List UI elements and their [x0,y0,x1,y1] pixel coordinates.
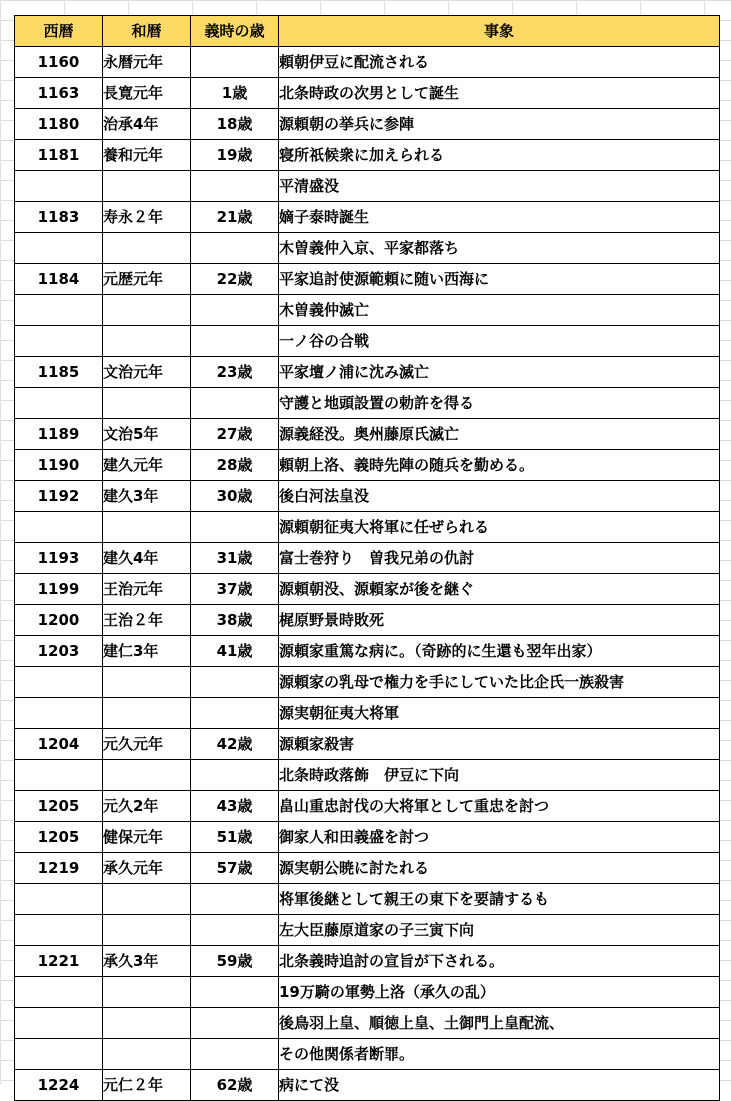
cell-yoshitoki-age[interactable]: 22歳 [191,264,279,295]
cell-event[interactable]: 頼朝上洛、義時先陣の随兵を勤める。 [279,450,720,481]
cell-yoshitoki-age[interactable] [191,760,279,791]
cell-western-year[interactable] [15,295,103,326]
cell-western-year[interactable] [15,1008,103,1039]
cell-event[interactable]: 源頼朝没、源頼家が後を継ぐ [279,574,720,605]
cell-japanese-era[interactable] [103,388,191,419]
cell-japanese-era[interactable]: 建久3年 [103,481,191,512]
cell-event[interactable]: 頼朝伊豆に配流される [279,47,720,78]
cell-japanese-era[interactable]: 治承4年 [103,109,191,140]
table-row [15,202,720,233]
cell-event[interactable]: 左大臣藤原道家の子三寅下向 [279,915,720,946]
cell-western-year[interactable]: 1190 [15,450,103,481]
cell-yoshitoki-age[interactable]: 57歳 [191,853,279,884]
cell-event[interactable]: 守護と地頭設置の勅許を得る [279,388,720,419]
cell-event[interactable]: 病にて没 [279,1070,720,1101]
cell-event[interactable]: 19万騎の軍勢上洛（承久の乱） [279,977,720,1008]
cell-western-year[interactable]: 1224 [15,1070,103,1101]
cell-event[interactable]: 源頼家重篤な病に。（奇跡的に生還も翌年出家） [279,636,720,667]
cell-yoshitoki-age[interactable]: 62歳 [191,1070,279,1101]
cell-yoshitoki-age[interactable] [191,977,279,1008]
cell-western-year[interactable]: 1204 [15,729,103,760]
cell-japanese-era[interactable]: 元歴元年 [103,264,191,295]
table-row [15,171,720,202]
cell-yoshitoki-age[interactable]: 28歳 [191,450,279,481]
cell-japanese-era[interactable]: 健保元年 [103,822,191,853]
cell-yoshitoki-age[interactable] [191,915,279,946]
cell-western-year[interactable]: 1200 [15,605,103,636]
table-row [15,264,720,295]
cell-japanese-era[interactable]: 永暦元年 [103,47,191,78]
cell-japanese-era[interactable] [103,977,191,1008]
cell-japanese-era[interactable]: 元仁２年 [103,1070,191,1101]
table-row [15,760,720,791]
cell-event[interactable]: 源実朝公暁に討たれる [279,853,720,884]
cell-event[interactable]: 畠山重忠討伐の大将軍として重忠を討つ [279,791,720,822]
cell-yoshitoki-age[interactable]: 59歳 [191,946,279,977]
cell-japanese-era[interactable]: 王治２年 [103,605,191,636]
cell-western-year[interactable] [15,326,103,357]
cell-event[interactable]: 後鳥羽上皇、順徳上皇、土御門上皇配流、 [279,1008,720,1039]
cell-western-year[interactable]: 1184 [15,264,103,295]
cell-japanese-era[interactable] [103,295,191,326]
cell-western-year[interactable]: 1180 [15,109,103,140]
table-row [15,47,720,78]
cell-yoshitoki-age[interactable]: 1歳 [191,78,279,109]
cell-western-year[interactable]: 1160 [15,47,103,78]
table-row [15,667,720,698]
table-row [15,233,720,264]
cell-yoshitoki-age[interactable] [191,1039,279,1070]
cell-yoshitoki-age[interactable] [191,388,279,419]
cell-japanese-era[interactable]: 建久4年 [103,543,191,574]
table-row [15,419,720,450]
table-row [15,636,720,667]
cell-western-year[interactable] [15,760,103,791]
cell-japanese-era[interactable]: 承久3年 [103,946,191,977]
cell-event[interactable]: 源義経没。奥州藤原氏滅亡 [279,419,720,450]
cell-yoshitoki-age[interactable]: 38歳 [191,605,279,636]
cell-event[interactable]: 木曽義仲入京、平家都落ち [279,233,720,264]
cell-yoshitoki-age[interactable]: 41歳 [191,636,279,667]
cell-western-year[interactable] [15,667,103,698]
table-row [15,357,720,388]
cell-western-year[interactable]: 1205 [15,791,103,822]
cell-western-year[interactable]: 1199 [15,574,103,605]
cell-japanese-era[interactable]: 文治元年 [103,357,191,388]
cell-western-year[interactable] [15,171,103,202]
cell-event[interactable]: 源頼家殺害 [279,729,720,760]
cell-japanese-era[interactable] [103,326,191,357]
cell-western-year[interactable]: 1185 [15,357,103,388]
cell-western-year[interactable] [15,884,103,915]
cell-japanese-era[interactable] [103,884,191,915]
cell-japanese-era[interactable] [103,512,191,543]
cell-western-year[interactable] [15,977,103,1008]
cell-event[interactable]: 将軍後継として親王の東下を要請するも [279,884,720,915]
cell-event[interactable]: 平家壇ノ浦に沈み滅亡 [279,357,720,388]
header-event[interactable]: 事象 [279,16,720,47]
cell-western-year[interactable]: 1221 [15,946,103,977]
cell-western-year[interactable]: 1193 [15,543,103,574]
cell-event[interactable]: 嫡子泰時誕生 [279,202,720,233]
cell-event[interactable]: 梶原野景時敗死 [279,605,720,636]
cell-japanese-era[interactable] [103,698,191,729]
cell-event[interactable]: 北条時政落飾 伊豆に下向 [279,760,720,791]
cell-japanese-era[interactable] [103,667,191,698]
cell-yoshitoki-age[interactable] [191,295,279,326]
cell-event[interactable]: 源頼家の乳母で権力を手にしていた比企氏一族殺害 [279,667,720,698]
table-row [15,1070,720,1101]
cell-yoshitoki-age[interactable] [191,171,279,202]
cell-western-year[interactable]: 1189 [15,419,103,450]
cell-yoshitoki-age[interactable]: 30歳 [191,481,279,512]
cell-event[interactable]: 平家追討使源範頼に随い西海に [279,264,720,295]
cell-japanese-era[interactable]: 建仁3年 [103,636,191,667]
cell-western-year[interactable] [15,512,103,543]
header-western-year[interactable]: 西暦 [15,16,103,47]
table-row [15,853,720,884]
cell-western-year[interactable]: 1183 [15,202,103,233]
cell-japanese-era[interactable]: 元久元年 [103,729,191,760]
table-body [15,47,720,1101]
cell-yoshitoki-age[interactable]: 23歳 [191,357,279,388]
cell-yoshitoki-age[interactable]: 21歳 [191,202,279,233]
cell-yoshitoki-age[interactable] [191,512,279,543]
cell-event[interactable]: 北条時政の次男として誕生 [279,78,720,109]
cell-western-year[interactable]: 1163 [15,78,103,109]
cell-japanese-era[interactable]: 王治元年 [103,574,191,605]
cell-yoshitoki-age[interactable]: 42歳 [191,729,279,760]
table-row [15,915,720,946]
cell-western-year[interactable] [15,1039,103,1070]
cell-yoshitoki-age[interactable] [191,233,279,264]
table-row [15,1039,720,1070]
table-row [15,977,720,1008]
cell-yoshitoki-age[interactable]: 27歳 [191,419,279,450]
table-row [15,481,720,512]
cell-japanese-era[interactable]: 建久元年 [103,450,191,481]
table-row [15,543,720,574]
cell-event[interactable]: 御家人和田義盛を討つ [279,822,720,853]
cell-japanese-era[interactable] [103,760,191,791]
cell-japanese-era[interactable] [103,1039,191,1070]
cell-event[interactable]: 北条義時追討の宣旨が下される。 [279,946,720,977]
table-row [15,450,720,481]
header-yoshitoki-age[interactable]: 義時の歳 [191,16,279,47]
cell-yoshitoki-age[interactable] [191,326,279,357]
cell-western-year[interactable] [15,233,103,264]
table-row [15,1008,720,1039]
cell-yoshitoki-age[interactable]: 19歳 [191,140,279,171]
cell-japanese-era[interactable] [103,915,191,946]
cell-japanese-era[interactable]: 長寛元年 [103,78,191,109]
table-row [15,295,720,326]
table-row [15,605,720,636]
cell-japanese-era[interactable]: 元久2年 [103,791,191,822]
table-row [15,78,720,109]
cell-yoshitoki-age[interactable] [191,667,279,698]
table-row [15,791,720,822]
cell-yoshitoki-age[interactable]: 51歳 [191,822,279,853]
cell-western-year[interactable] [15,915,103,946]
cell-event[interactable]: 後白河法皇没 [279,481,720,512]
table-row [15,109,720,140]
cell-japanese-era[interactable] [103,171,191,202]
cell-western-year[interactable]: 1203 [15,636,103,667]
header-japanese-era[interactable]: 和暦 [103,16,191,47]
cell-western-year[interactable]: 1181 [15,140,103,171]
cell-western-year[interactable] [15,388,103,419]
cell-yoshitoki-age[interactable] [191,884,279,915]
cell-event[interactable]: 源実朝征夷大将軍 [279,698,720,729]
table-row [15,946,720,977]
table-row [15,574,720,605]
chronology-table [14,15,720,1101]
cell-western-year[interactable]: 1192 [15,481,103,512]
cell-japanese-era[interactable] [103,233,191,264]
table-row [15,512,720,543]
cell-yoshitoki-age[interactable] [191,47,279,78]
cell-western-year[interactable]: 1205 [15,822,103,853]
cell-event[interactable]: 源頼朝征夷大将軍に任ぜられる [279,512,720,543]
cell-event[interactable]: 一ノ谷の合戦 [279,326,720,357]
cell-western-year[interactable]: 1219 [15,853,103,884]
cell-japanese-era[interactable] [103,1008,191,1039]
cell-event[interactable]: 富士巻狩り 曽我兄弟の仇討 [279,543,720,574]
header-row [15,16,720,47]
cell-yoshitoki-age[interactable]: 18歳 [191,109,279,140]
table-row [15,388,720,419]
table-row [15,884,720,915]
cell-yoshitoki-age[interactable]: 37歳 [191,574,279,605]
cell-japanese-era[interactable]: 寿永２年 [103,202,191,233]
cell-event[interactable]: 木曽義仲滅亡 [279,295,720,326]
cell-yoshitoki-age[interactable]: 43歳 [191,791,279,822]
cell-yoshitoki-age[interactable] [191,698,279,729]
cell-japanese-era[interactable]: 養和元年 [103,140,191,171]
cell-event[interactable]: その他関係者断罪。 [279,1039,720,1070]
table-row [15,822,720,853]
cell-event[interactable]: 寝所祇候衆に加えられる [279,140,720,171]
cell-yoshitoki-age[interactable] [191,1008,279,1039]
cell-japanese-era[interactable]: 文治5年 [103,419,191,450]
table-row [15,326,720,357]
cell-yoshitoki-age[interactable]: 31歳 [191,543,279,574]
cell-event[interactable]: 平清盛没 [279,171,720,202]
cell-western-year[interactable] [15,698,103,729]
table-row [15,729,720,760]
cell-event[interactable]: 源頼朝の挙兵に参陣 [279,109,720,140]
table-row [15,140,720,171]
table-row [15,698,720,729]
cell-japanese-era[interactable]: 承久元年 [103,853,191,884]
